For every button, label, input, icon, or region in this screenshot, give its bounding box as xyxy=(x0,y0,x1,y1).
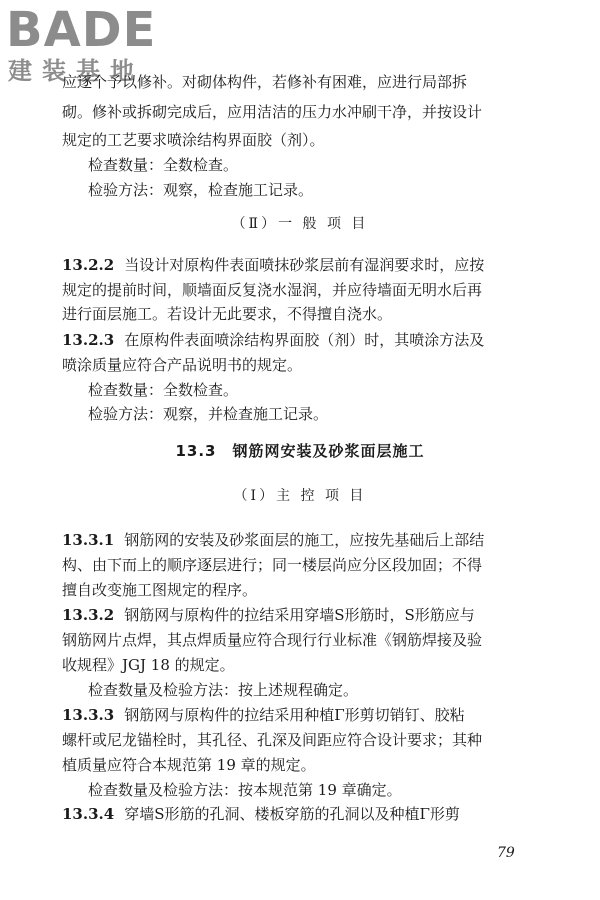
clause-number: 13.3.4 xyxy=(62,805,115,823)
body-line: 钢筋网片点焊，其点焊质量应符合现行行业标准《钢筋焊接及验 xyxy=(62,631,483,649)
clause-text: 钢筋网与原构件的拉结采用种植Γ形剪切销钉、胶粘 xyxy=(124,706,465,724)
page-number: 79 xyxy=(497,845,515,861)
body-line: 进行面层施工。若设计无此要求，不得擅自浇水。 xyxy=(62,305,393,323)
clause-number: 13.2.3 xyxy=(62,331,115,349)
clause-number: 13.3.2 xyxy=(62,606,115,624)
clause-line xyxy=(62,530,484,550)
body-line: 规定的提前时间，顺墙面反复浇水湿润，并应待墙面无明水后再 xyxy=(62,281,483,299)
clause-text: 钢筋网与原构件的拉结采用穿墙S形筋时，S形筋应与 xyxy=(124,606,475,624)
body-line: 检查数量：全数检查。 xyxy=(88,156,239,174)
body-line: 构、由下而上的顺序逐层进行；同一楼层尚应分区段加固；不得 xyxy=(62,556,483,574)
section-heading: 13.3 钢筋网安装及砂浆面层施工 xyxy=(175,442,425,460)
body-line: 检查数量：全数检查。 xyxy=(88,381,239,399)
clause-number: 13.3.1 xyxy=(62,531,115,549)
clause-line xyxy=(62,255,484,275)
body-line: 应逐个予以修补。对砌体构件，若修补有困难，应进行局部拆 xyxy=(62,73,468,91)
clause-line xyxy=(62,330,484,350)
clause-text: 穿墙S形筋的孔洞、楼板穿筋的孔洞以及种植Γ形剪 xyxy=(124,805,460,823)
clause-line xyxy=(62,605,475,625)
clause-line xyxy=(62,804,460,824)
body-line: 砌。修补或拆砌完成后，应用洁洁的压力水冲刷干净，并按设计 xyxy=(62,103,483,121)
body-line: 植质量应符合本规范第 19 章的规定。 xyxy=(62,756,316,774)
clause-text: 当设计对原构件表面喷抹砂浆层前有湿润要求时，应按 xyxy=(124,256,485,274)
body-line: 检查数量及检验方法：按本规范第 19 章确定。 xyxy=(88,781,402,799)
body-line: 检验方法：观察，检查施工记录。 xyxy=(88,181,314,199)
clause-text: 在原构件表面喷涂结构界面胶（剂）时，其喷涂方法及 xyxy=(124,331,485,349)
logo-subtitle: 建装基地 xyxy=(8,57,144,85)
body-line: 螺杆或尼龙锚栓时，其孔径、孔深及间距应符合设计要求；其种 xyxy=(62,731,483,749)
clause-number: 13.3.3 xyxy=(62,706,115,724)
subsection-heading: （Ⅰ）主 控 项 目 xyxy=(233,488,367,504)
body-line: 擅自改变施工图规定的程序。 xyxy=(62,581,258,599)
body-line: 检验方法：观察，并检查施工记录。 xyxy=(88,405,329,423)
body-line: 收规程》JGJ 18 的规定。 xyxy=(62,656,235,674)
body-line: 喷涂质量应符合产品说明书的规定。 xyxy=(62,356,303,374)
body-line: 规定的工艺要求喷涂结构界面胶（剂）。 xyxy=(62,131,325,149)
body-line: 检查数量及检验方法：按上述规程确定。 xyxy=(88,681,359,699)
clause-text: 钢筋网的安装及砂浆面层的施工，应按先基础后上部结 xyxy=(124,531,485,549)
logo-wordmark: BADE xyxy=(6,2,157,58)
clause-number: 13.2.2 xyxy=(62,256,115,274)
subsection-heading: （Ⅱ）一 般 项 目 xyxy=(231,216,369,232)
clause-line xyxy=(62,705,465,725)
